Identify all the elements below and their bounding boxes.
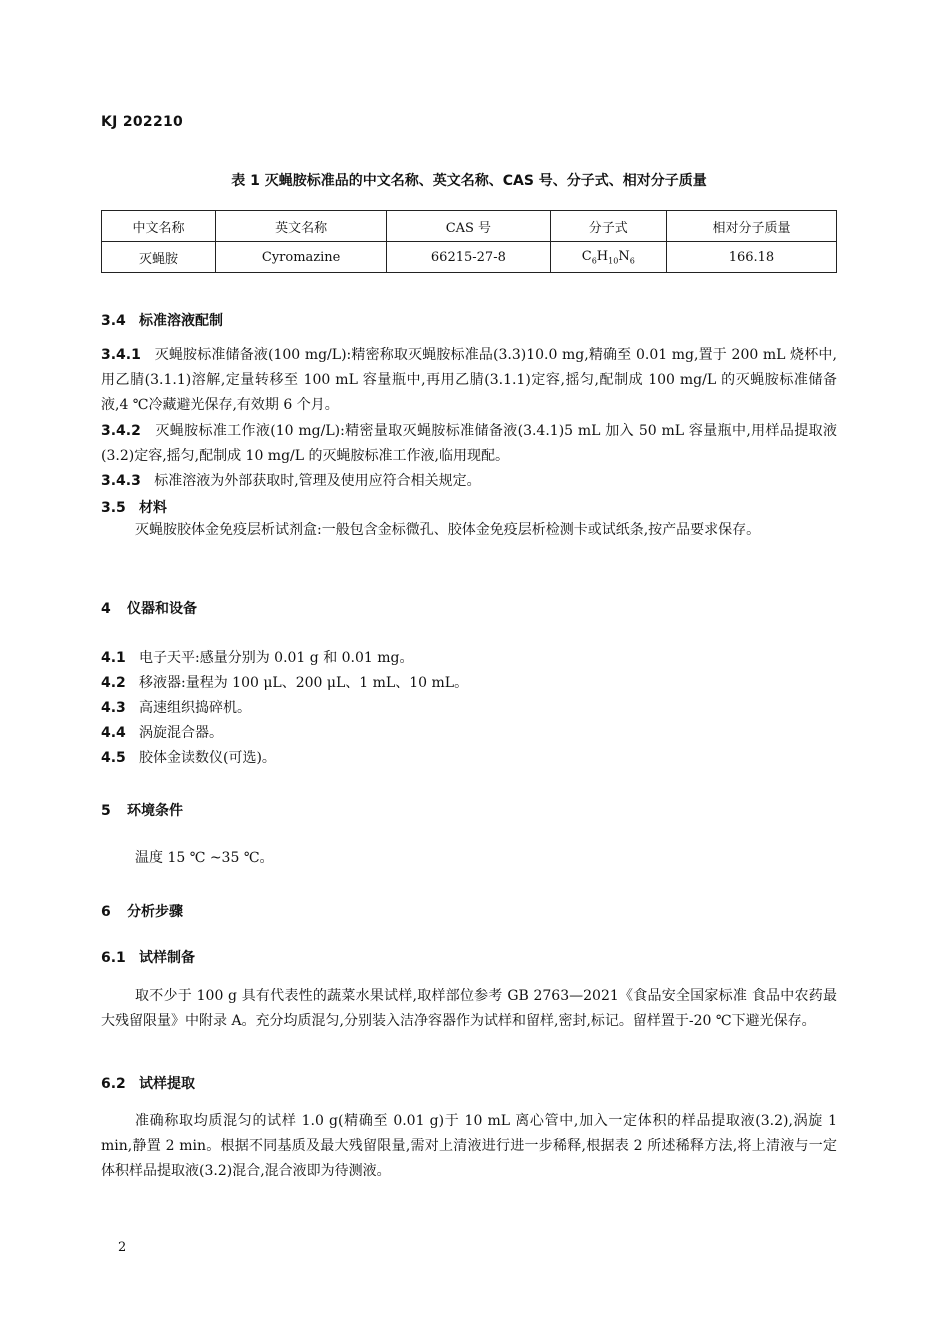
list-item: 4.4 涡旋混合器。 (101, 725, 223, 741)
standard-code: KJ 202210 (101, 114, 184, 130)
table-header-cell: 相对分子质量 (666, 211, 836, 242)
cell-cn-name: 灭蝇胺 (102, 242, 216, 273)
cell-mw: 166.18 (666, 242, 836, 273)
section-5-heading: 5 环境条件 (101, 803, 183, 819)
cell-formula: $C_6H_{10}N_6$ (550, 242, 666, 273)
table-header-cell: 分子式 (550, 211, 666, 242)
table-header-cell: 中文名称 (102, 211, 216, 242)
section-6-heading: 6 分析步骤 (101, 904, 183, 920)
section-6-1-heading: 6.1 试样制备 (101, 950, 195, 966)
table-row (102, 242, 837, 273)
table-1-title: 表 1 灭蝇胺标准品的中文名称、英文名称、CAS 号、分子式、相对分子质量 (231, 173, 707, 189)
table-header-row (102, 211, 837, 242)
page-number: 2 (118, 1240, 127, 1255)
section-3-5-heading: 3.5 材料 (101, 500, 167, 516)
section-6-2-heading: 6.2 试样提取 (101, 1076, 195, 1092)
list-item: 4.1 电子天平:感量分别为 0.01 g 和 0.01 mg。 (101, 650, 414, 666)
paragraph-6-1: 取不少于 100 g 具有代表性的蔬菜水果试样,取样部位参考 GB 2763—2021《食品安全国家标准 食品中农药最大残留限量》中附录 A。充分均质混匀,分别装入洁净容器作为试样和留样,密封,标记。留样置于-20 ℃下避光保存。 (101, 988, 837, 1029)
list-item: 4.3 高速组织捣碎机。 (101, 700, 251, 716)
cell-cas: 66215-27-8 (387, 242, 550, 273)
section-4-heading: 4 仪器和设备 (101, 601, 197, 617)
section-3-4-heading: 3.4 标准溶液配制 (101, 313, 223, 329)
paragraph-3-4-2: 3.4.2 灭蝇胺标准工作液(10 mg/L):精密量取灭蝇胺标准储备液(3.4.1)5 mL 加入 50 mL 容量瓶中,用样品提取液(3.2)定容,摇匀,配制成 10 mg/L 的灭蝇胺标准工作液,临用现配。 (101, 423, 837, 464)
table-header-cell: CAS 号 (387, 211, 550, 242)
standard-info-table (101, 210, 837, 273)
paragraph-3-4-3: 3.4.3 标准溶液为外部获取时,管理及使用应符合相关规定。 (101, 473, 481, 489)
list-item: 4.5 胶体金读数仪(可选)。 (101, 750, 276, 766)
table-header-cell: 英文名称 (216, 211, 387, 242)
paragraph-6-2: 准确称取均质混匀的试样 1.0 g(精确至 0.01 g)于 10 mL 离心管中,加入一定体积的样品提取液(3.2),涡旋 1 min,静置 2 min。根据不同基质及最大残留限量,需对上清液进行进一步稀释,根据表 2 所述稀释方法,将上清液与一定体积样品提取液(3.2)混合,混合液即为待测液。 (101, 1113, 837, 1179)
paragraph-3-5: 灭蝇胺胶体金免疫层析试剂盒:一般包含金标微孔、胶体金免疫层析检测卡或试纸条,按产品要求保存。 (135, 522, 761, 538)
cell-en-name: Cyromazine (216, 242, 387, 273)
list-item: 4.2 移液器:量程为 100 μL、200 μL、1 mL、10 mL。 (101, 675, 469, 691)
paragraph-3-4-1: 3.4.1 灭蝇胺标准储备液(100 mg/L):精密称取灭蝇胺标准品(3.3)10.0 mg,精确至 0.01 mg,置于 200 mL 烧杯中,用乙腈(3.1.1)溶解,定量转移至 100 mL 容量瓶中,再用乙腈(3.1.1)定容,摇匀,配制成 100 mg/L 的灭蝇胺标准储备液,4 ℃冷藏避光保存,有效期 6 个月。 (101, 347, 837, 413)
paragraph-5: 温度 15 ℃ ~35 ℃。 (135, 850, 274, 866)
